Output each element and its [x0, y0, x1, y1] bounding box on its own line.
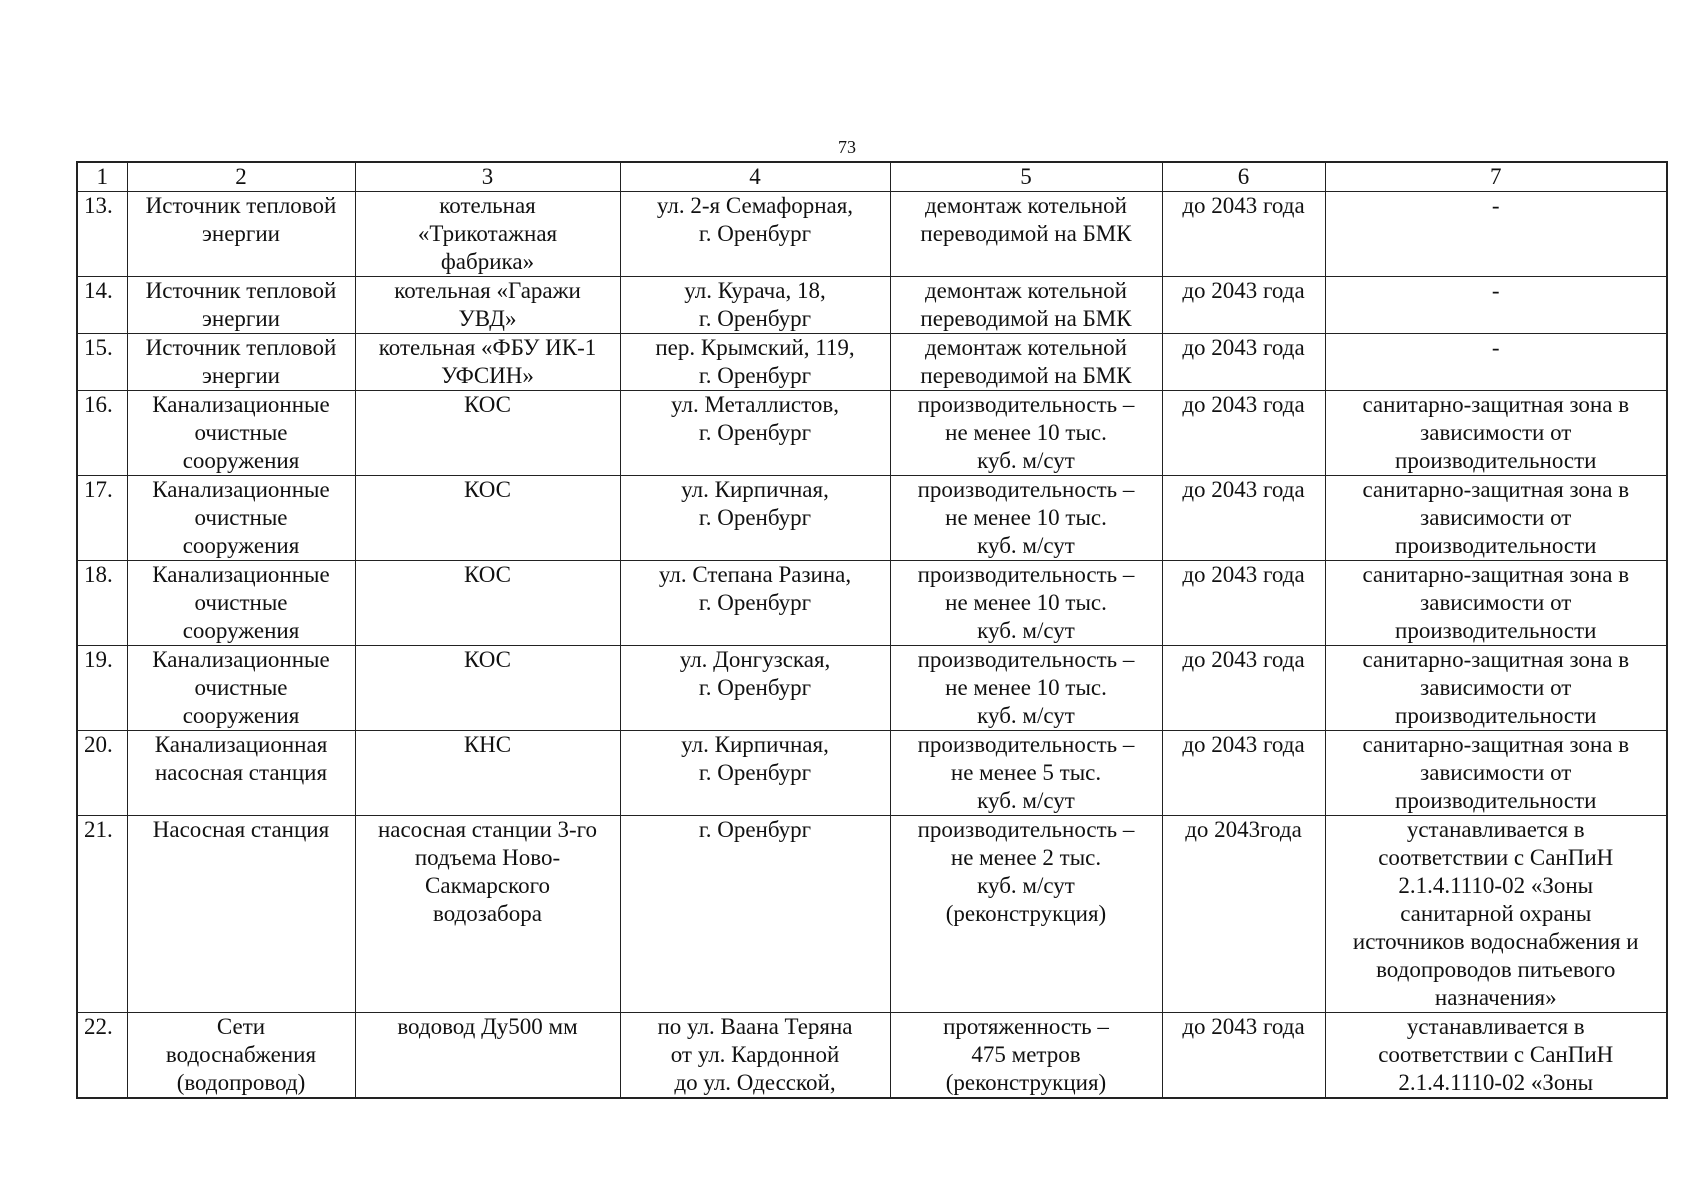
cell-text-line: очистные: [194, 420, 288, 445]
cell-text-line: производительность –: [917, 477, 1135, 502]
cell-text-line: сооружения: [182, 448, 300, 473]
cell-text-line: г. Оренбург: [698, 675, 812, 700]
cell-text-line: производительности: [1395, 448, 1597, 473]
cell-text-line: водовод Ду500 мм: [397, 1014, 578, 1039]
table-cell-col-4: [620, 334, 890, 391]
cell-text-line: Источник тепловой: [145, 193, 337, 218]
row-number: 15.: [77, 334, 127, 391]
cell-text-line: сооружения: [182, 703, 300, 728]
table-cell-col-4: [620, 816, 890, 1013]
table-cell-col-2: [127, 561, 355, 646]
cell-text-line: ул. Кирпичная,: [681, 477, 829, 502]
cell-text-line: не менее 10 тыс.: [945, 590, 1107, 615]
cell-text-line: санитарно-защитная зона в: [1362, 392, 1630, 417]
column-header-1: 1: [77, 162, 127, 192]
cell-text-line: ул. Донгузская,: [679, 647, 831, 672]
cell-text-line: переводимой на БМК: [920, 363, 1132, 388]
cell-text-line: 2.1.4.1110-02 «Зоны: [1398, 1070, 1594, 1095]
table-cell-col-3: [355, 192, 620, 277]
cell-text-line: г. Оренбург: [698, 363, 812, 388]
cell-text-line: г. Оренбург: [698, 760, 812, 785]
row-number: 14.: [77, 277, 127, 334]
cell-text-line: производительность –: [917, 562, 1135, 587]
cell-text-line: источников водоснабжения и: [1352, 929, 1639, 954]
cell-text-line: подъема Ново-: [414, 845, 561, 870]
table-row: [77, 277, 1667, 334]
cell-text-line: куб. м/сут: [977, 873, 1075, 898]
cell-text-line: (реконструкция): [945, 1070, 1107, 1095]
cell-text-line: 2.1.4.1110-02 «Зоны: [1398, 873, 1594, 898]
cell-text-line: зависимости от: [1420, 675, 1572, 700]
row-number: 21.: [77, 816, 127, 1013]
cell-text-line: демонтаж котельной: [924, 278, 1127, 303]
cell-text-line: куб. м/сут: [977, 448, 1075, 473]
table-cell-col-7: [1325, 816, 1667, 1013]
header-row: [77, 162, 1667, 192]
table-cell-col-2: [127, 391, 355, 476]
table-cell-col-2: [127, 816, 355, 1013]
column-header-4: 4: [620, 162, 890, 192]
table-cell-col-4: [620, 561, 890, 646]
cell-text-line: устанавливается в: [1406, 1014, 1585, 1039]
table-cell-col-5: [890, 646, 1162, 731]
cell-text-line: санитарно-защитная зона в: [1362, 562, 1630, 587]
table-cell-col-5: [890, 561, 1162, 646]
cell-text-line: до ул. Одесской,: [674, 1070, 836, 1095]
table-row: [77, 476, 1667, 561]
cell-text-line: не менее 10 тыс.: [945, 420, 1107, 445]
table-row: [77, 731, 1667, 816]
cell-text-line: до 2043 года: [1182, 335, 1305, 360]
table-cell-col-4: [620, 277, 890, 334]
cell-text-line: Источник тепловой: [145, 335, 337, 360]
cell-text-line: г. Оренбург: [698, 590, 812, 615]
table-cell-col-7: [1325, 731, 1667, 816]
table-cell-col-3: [355, 391, 620, 476]
cell-text-line: Насосная станция: [152, 817, 330, 842]
cell-text-line: насосная станция: [154, 760, 328, 785]
cell-text-line: Источник тепловой: [145, 278, 337, 303]
cell-text-line: ул. Кирпичная,: [681, 732, 829, 757]
table-row: [77, 192, 1667, 277]
cell-text-line: производительность –: [917, 817, 1135, 842]
cell-text-line: г. Оренбург: [698, 306, 812, 331]
cell-text-line: Канализационная: [154, 732, 328, 757]
cell-text-line: водоснабжения: [165, 1042, 317, 1067]
table-cell-col-2: [127, 731, 355, 816]
table-cell-col-5: [890, 277, 1162, 334]
cell-text-line: КОС: [464, 392, 511, 417]
table-cell-col-5: [890, 476, 1162, 561]
cell-text-line: производительность –: [917, 732, 1135, 757]
cell-text-line: зависимости от: [1420, 590, 1572, 615]
table-cell-col-7: [1325, 277, 1667, 334]
table-cell-col-5: [890, 192, 1162, 277]
table-cell-col-7: [1325, 192, 1667, 277]
cell-text-line: зависимости от: [1420, 420, 1572, 445]
cell-text-line: очистные: [194, 675, 288, 700]
table-cell-col-4: [620, 1013, 890, 1099]
cell-text-line: ул. Курача, 18,: [684, 278, 826, 303]
cell-text-line: сооружения: [182, 533, 300, 558]
table-cell-col-3: [355, 334, 620, 391]
cell-text-line: по ул. Ваана Теряна: [657, 1014, 853, 1039]
table-cell-col-4: [620, 476, 890, 561]
cell-text-line: УФСИН»: [441, 363, 534, 388]
table-cell-col-2: [127, 334, 355, 391]
table-cell-col-7: [1325, 334, 1667, 391]
cell-text-line: Сакмарского: [425, 873, 550, 898]
row-number: 18.: [77, 561, 127, 646]
cell-text-line: ул. Степана Разина,: [658, 562, 852, 587]
cell-text-line: (реконструкция): [945, 901, 1107, 926]
table-cell-col-2: [127, 476, 355, 561]
table-cell-col-7: [1325, 646, 1667, 731]
row-number: 22.: [77, 1013, 127, 1099]
cell-text-line: до 2043 года: [1182, 732, 1305, 757]
column-header-7: 7: [1325, 162, 1667, 192]
table-cell-col-4: [620, 192, 890, 277]
table-row: [77, 391, 1667, 476]
row-number: 19.: [77, 646, 127, 731]
cell-text-line: -: [1491, 278, 1500, 303]
cell-text-line: до 2043 года: [1182, 278, 1305, 303]
cell-text-line: куб. м/сут: [977, 618, 1075, 643]
table-cell-col-3: [355, 1013, 620, 1099]
cell-text-line: соответствии с СанПиН: [1378, 845, 1614, 870]
row-number: 16.: [77, 391, 127, 476]
document-table: [76, 161, 1668, 1099]
table-cell-col-6: [1162, 192, 1325, 277]
cell-text-line: зависимости от: [1420, 760, 1572, 785]
column-header-2: 2: [127, 162, 355, 192]
table-cell-col-2: [127, 277, 355, 334]
cell-text-line: КОС: [464, 647, 511, 672]
cell-text-line: производительности: [1395, 618, 1597, 643]
cell-text-line: куб. м/сут: [977, 703, 1075, 728]
cell-text-line: г. Оренбург: [698, 505, 812, 530]
table-cell-col-5: [890, 1013, 1162, 1099]
cell-text-line: демонтаж котельной: [924, 335, 1127, 360]
table-cell-col-3: [355, 816, 620, 1013]
cell-text-line: соответствии с СанПиН: [1378, 1042, 1614, 1067]
table-row: [77, 561, 1667, 646]
table-cell-col-2: [127, 1013, 355, 1099]
cell-text-line: г. Оренбург: [698, 420, 812, 445]
cell-text-line: г. Оренбург: [698, 817, 812, 842]
table-cell-col-6: [1162, 646, 1325, 731]
cell-text-line: до 2043 года: [1182, 392, 1305, 417]
table-body: [77, 192, 1667, 1099]
cell-text-line: пер. Крымский, 119,: [655, 335, 855, 360]
cell-text-line: очистные: [194, 590, 288, 615]
table-cell-col-6: [1162, 277, 1325, 334]
cell-text-line: зависимости от: [1420, 505, 1572, 530]
cell-text-line: переводимой на БМК: [920, 221, 1132, 246]
table-cell-col-7: [1325, 561, 1667, 646]
table-cell-col-6: [1162, 1013, 1325, 1099]
cell-text-line: КНС: [463, 732, 512, 757]
row-number: 13.: [77, 192, 127, 277]
table-cell-col-7: [1325, 1013, 1667, 1099]
cell-text-line: ул. 2-я Семафорная,: [656, 193, 854, 218]
cell-text-line: КОС: [464, 562, 511, 587]
cell-text-line: производительность –: [917, 647, 1135, 672]
cell-text-line: куб. м/сут: [977, 533, 1075, 558]
table-cell-col-3: [355, 476, 620, 561]
cell-text-line: переводимой на БМК: [920, 306, 1132, 331]
cell-text-line: водозабора: [433, 901, 542, 926]
column-header-6: 6: [1162, 162, 1325, 192]
table-row: [77, 334, 1667, 391]
table-cell-col-2: [127, 646, 355, 731]
cell-text-line: 475 метров: [971, 1042, 1081, 1067]
cell-text-line: УВД»: [458, 306, 517, 331]
cell-text-line: котельная: [439, 193, 536, 218]
cell-text-line: демонтаж котельной: [924, 193, 1127, 218]
table-row: [77, 1013, 1667, 1099]
cell-text-line: не менее 10 тыс.: [945, 505, 1107, 530]
row-number: 20.: [77, 731, 127, 816]
table-cell-col-7: [1325, 391, 1667, 476]
cell-text-line: производительности: [1395, 533, 1597, 558]
cell-text-line: котельная «ФБУ ИК-1: [378, 335, 597, 360]
cell-text-line: Канализационные: [152, 477, 330, 502]
table-cell-col-3: [355, 561, 620, 646]
cell-text-line: Канализационные: [152, 647, 330, 672]
cell-text-line: г. Оренбург: [698, 221, 812, 246]
cell-text-line: КОС: [464, 477, 511, 502]
cell-text-line: протяженность –: [943, 1014, 1109, 1039]
table-cell-col-5: [890, 391, 1162, 476]
cell-text-line: очистные: [194, 505, 288, 530]
cell-text-line: -: [1491, 193, 1500, 218]
table-cell-col-6: [1162, 561, 1325, 646]
cell-text-line: санитарно-защитная зона в: [1362, 647, 1630, 672]
cell-text-line: санитарно-защитная зона в: [1362, 732, 1630, 757]
table-cell-col-5: [890, 334, 1162, 391]
table-row: [77, 646, 1667, 731]
cell-text-line: не менее 5 тыс.: [950, 760, 1102, 785]
table-cell-col-4: [620, 391, 890, 476]
table-cell-col-4: [620, 731, 890, 816]
table-cell-col-2: [127, 192, 355, 277]
cell-text-line: сооружения: [182, 618, 300, 643]
cell-text-line: до 2043 года: [1182, 193, 1305, 218]
table-cell-col-3: [355, 646, 620, 731]
cell-text-line: до 2043 года: [1182, 562, 1305, 587]
table-cell-col-5: [890, 731, 1162, 816]
cell-text-line: котельная «Гаражи: [394, 278, 581, 303]
cell-text-line: насосная станции 3-го: [377, 817, 598, 842]
cell-text-line: назначения»: [1434, 985, 1557, 1010]
cell-text-line: Сети: [216, 1014, 266, 1039]
cell-text-line: энергии: [202, 221, 280, 246]
column-header-3: 3: [355, 162, 620, 192]
cell-text-line: до 2043 года: [1182, 647, 1305, 672]
cell-text-line: (водопровод): [176, 1070, 306, 1095]
cell-text-line: энергии: [202, 306, 280, 331]
cell-text-line: Канализационные: [152, 562, 330, 587]
cell-text-line: не менее 2 тыс.: [950, 845, 1102, 870]
cell-text-line: куб. м/сут: [977, 788, 1075, 813]
cell-text-line: производительности: [1395, 788, 1597, 813]
cell-text-line: санитарно-защитная зона в: [1362, 477, 1630, 502]
table-cell-col-3: [355, 731, 620, 816]
table-cell-col-5: [890, 816, 1162, 1013]
table-cell-col-6: [1162, 334, 1325, 391]
table-cell-col-6: [1162, 816, 1325, 1013]
cell-text-line: Канализационные: [152, 392, 330, 417]
cell-text-line: фабрика»: [440, 249, 535, 274]
cell-text-line: от ул. Кардонной: [670, 1042, 840, 1067]
table-cell-col-6: [1162, 476, 1325, 561]
table-row: [77, 816, 1667, 1013]
cell-text-line: «Трикотажная: [417, 221, 558, 246]
cell-text-line: до 2043года: [1185, 817, 1302, 842]
cell-text-line: производительность –: [917, 392, 1135, 417]
table-cell-col-4: [620, 646, 890, 731]
cell-text-line: производительности: [1395, 703, 1597, 728]
cell-text-line: ул. Металлистов,: [671, 392, 839, 417]
cell-text-line: устанавливается в: [1406, 817, 1585, 842]
table-cell-col-3: [355, 277, 620, 334]
cell-text-line: до 2043 года: [1182, 1014, 1305, 1039]
cell-text-line: -: [1491, 335, 1500, 360]
table-cell-col-6: [1162, 391, 1325, 476]
cell-text-line: водопроводов питьевого: [1376, 957, 1616, 982]
row-number: 17.: [77, 476, 127, 561]
cell-text-line: энергии: [202, 363, 280, 388]
cell-text-line: до 2043 года: [1182, 477, 1305, 502]
table-cell-col-6: [1162, 731, 1325, 816]
page-number: 73: [838, 137, 856, 157]
column-header-5: 5: [890, 162, 1162, 192]
table-cell-col-7: [1325, 476, 1667, 561]
cell-text-line: санитарной охраны: [1400, 901, 1592, 926]
cell-text-line: не менее 10 тыс.: [945, 675, 1107, 700]
